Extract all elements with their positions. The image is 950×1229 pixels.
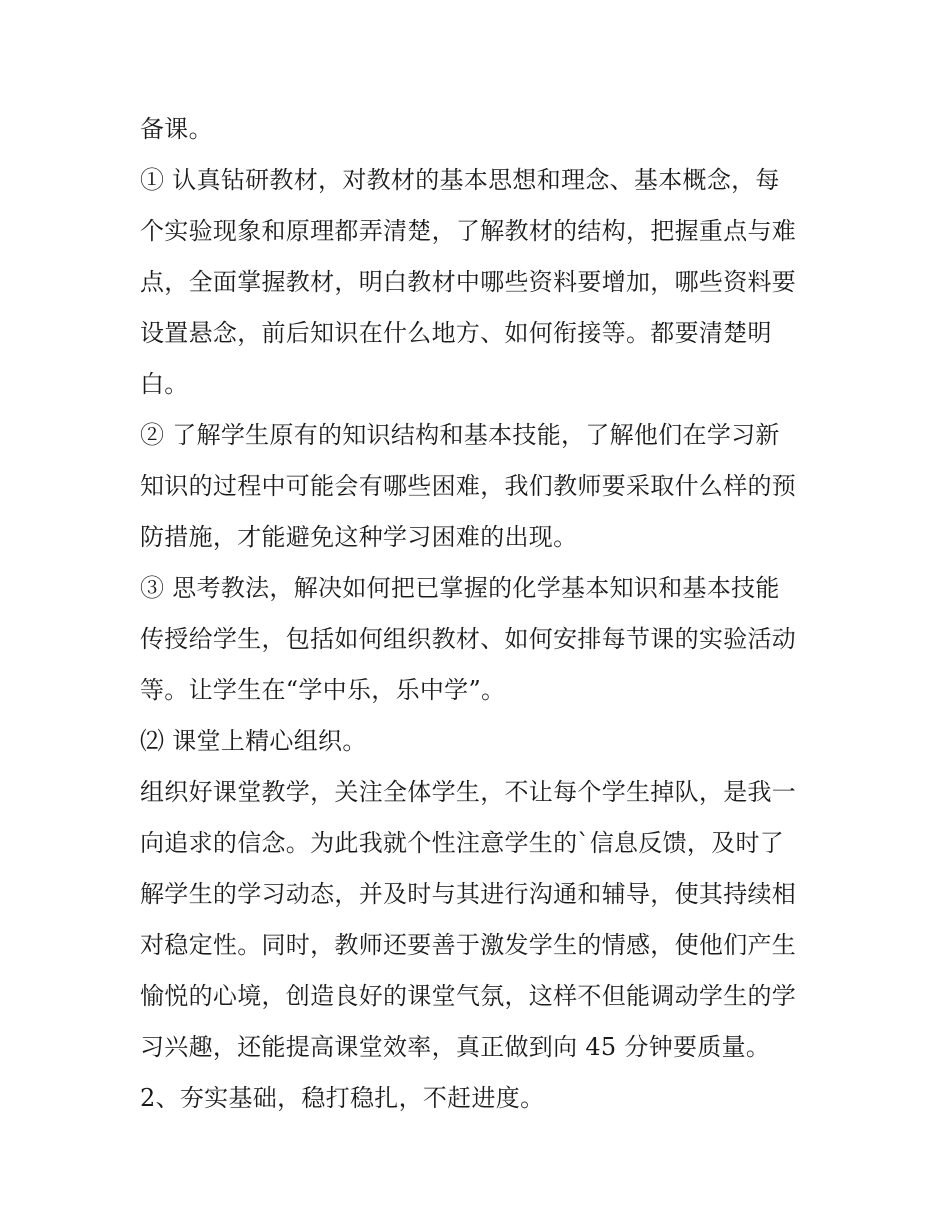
text-line-17: 对稳定性。同时，教师还要善于激发学生的情感，使他们产生 <box>140 931 797 959</box>
text-line-14: 组织好课堂教学，关注全体学生，不让每个学生掉队，是我一 <box>140 778 797 806</box>
text-line-6: 白。 <box>140 370 189 398</box>
text-line-11: 传授给学生，包括如何组织教材、如何安排每节课的实验活动 <box>140 625 797 653</box>
text-line-19: 习兴趣，还能提高课堂效率，真正做到向 45 分钟要质量。 <box>140 1033 771 1061</box>
text-line-15: 向追求的信念。为此我就个性注意学生的`信息反馈，及时了 <box>140 829 785 857</box>
text-line-3: 个实验现象和原理都弄清楚，了解教材的结构，把握重点与难 <box>140 217 797 245</box>
text-line-12: 等。让学生在“学中乐，乐中学”。 <box>140 676 506 704</box>
text-line-4: 点，全面掌握教材，明白教材中哪些资料要增加，哪些资料要 <box>140 268 797 296</box>
text-line-1: 备课。 <box>140 115 213 143</box>
text-line-13: ⑵ 课堂上精心组织。 <box>140 727 367 755</box>
text-line-9: 防措施，才能避免这种学习困难的出现。 <box>140 523 578 551</box>
text-line-20: 2、夯实基础，稳打稳扎，不赶进度。 <box>140 1084 545 1112</box>
text-line-10: ③ 思考教法，解决如何把已掌握的化学基本知识和基本技能 <box>140 574 780 602</box>
text-line-8: 知识的过程中可能会有哪些困难，我们教师要采取什么样的预 <box>140 472 797 500</box>
text-line-18: 愉悦的心境，创造良好的课堂气氛，这样不但能调动学生的学 <box>140 982 797 1010</box>
text-line-16: 解学生的学习动态，并及时与其进行沟通和辅导，使其持续相 <box>140 880 797 908</box>
text-line-5: 设置悬念，前后知识在什么地方、如何衔接等。都要清楚明 <box>140 319 772 347</box>
text-line-7: ② 了解学生原有的知识结构和基本技能，了解他们在学习新 <box>140 421 780 449</box>
text-line-2: ① 认真钻研教材，对教材的基本思想和理念、基本概念，每 <box>140 166 780 194</box>
